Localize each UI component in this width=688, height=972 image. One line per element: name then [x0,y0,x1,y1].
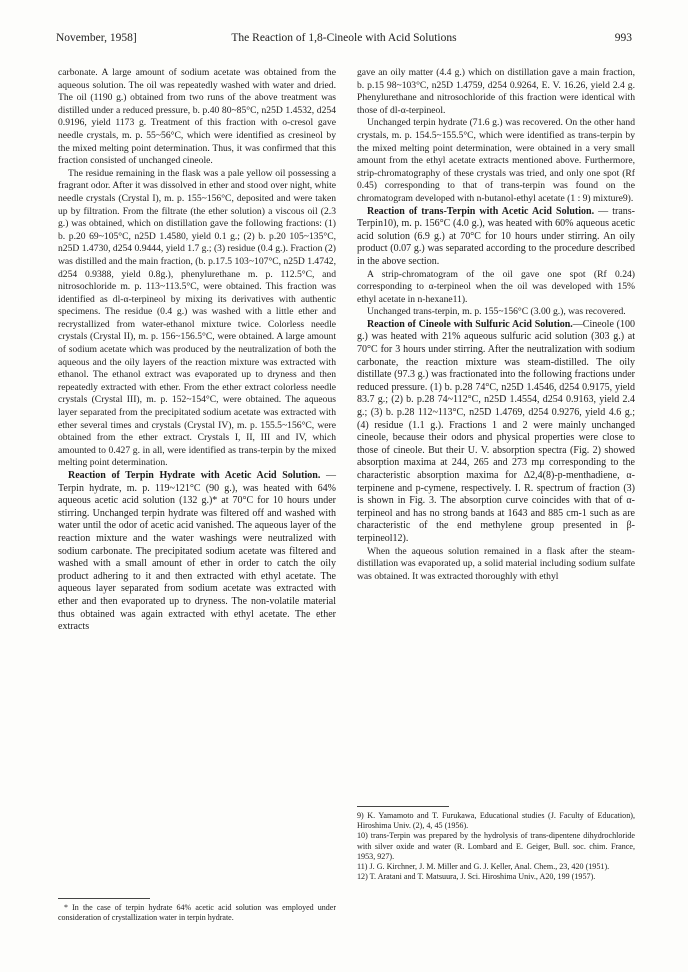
paragraph: The residue remaining in the flask was a pale yellow oil possessing a fragrant odor. After it was dissolved in ether and stood over night, white needle crystals (Crystal I), m. p. 155~156°C, deposited and were taken up by filtration. From the filtrate (the ether solution) a viscous oil (2.3 g.) was obtained, which on distillation gave the following fractions: (1) b. p.20 69~105°C, n25D 1.4580, yield 0.1 g.; (2) b. p.20 105~135°C, n25D 1.4730, d254 0.9444, yield 1.7 g.; (3) residue (0.4 g.). Fraction (2) was distilled and the main fraction, (b. p.17.5 103~107°C, n25D 1.4742, d254 0.9388, yield 0.8g.), phenylurethane m. p. 112.5°C, and nitrosochloride m. p. 113~113.5°C, were obtained. This fraction was identified as dl-α-terpineol by mixing its derivatives with authentic specimens. The residue (0.4 g.) was washed with a little ether and recrystallized from water-ethanol mixture twice. Colorless needle crystals (Crystal II), m. p. 156~156.5°C, were obtained. A large amount of sodium acetate which was produced by the neutralization of both the aqueous and the oily layers of the reaction mixture was extracted with ethanol. The ethanol extract was evaporated up to dryness and then repeatedly extracted with ether. From the ether extract colorless needle crystals (Crystal III), m. p. 152~154°C, were obtained. The aqueous layer separated from the precipitated sodium acetate was extracted with ether several times and crystals (Crystal IV), m. p. 155.5~156°C, were obtained from the ether extract. Crystals I, II, III and IV, which amounted to 0.427 g. in all, were identified as trans-terpin by the mixed melting point determination. [58,167,336,469]
right-column [357,67,635,583]
footnote-rule [58,898,150,899]
section-paragraph [357,206,635,269]
paragraph-text: — trans-Terpin10), m. p. 156°C (4.0 g.), was heated with 60% aqueous acetic acid solution (6.9 g.) at 70°C for 10 hours under stirring. An oily product (0.07 g.) was separated according to the procedure described in the above section. [357,205,635,267]
paragraph-text: —Cineole (100 g.) was heated with 21% aqueous sulfuric acid solution (303 g.) at 70°C for 3 hours under stirring. After the neutralization with sodium carbonate, the reaction mixture was steam-distilled. The oily distillate (97.3 g.) was fractionated into the following fractions under reduced pressure. (1) b. p.28 74°C, n25D 1.4546, d254 0.9175, yield 83.7 g.; (2) b. p.28 74~112°C, n25D 1.4554, d254 0.9163, yield 2.4 g.; (3) b. p.28 112~113°C, n25D 1.4769, d254 0.9276, yield 4.6 g.; (4) residue (1.1 g.). Fractions 1 and 2 were mainly unchanged cineole, because their odors and physical properties were close to those of cineole. But their U. V. absorption spectra (Fig. 2) showed absorption maxima at 244, 265 and 273 mμ corresponding to the characteristic absorption maxima for Δ2,4(8)-p-menthadiene, α-terpinene and p-cymene, respectively. I. R. spectrum of fraction (3) is shown in Fig. 3. The absorption curve coincides with that of α-terpineol and has no strong bands at 1643 and 885 cm-1 such as are characteristic of the end methylene group presented in β-terpineol12). [357,318,635,544]
reference-item: 10) trans-Terpin was prepared by the hydrolysis of trans-dipentene dihydrochloride with silver oxide and water (R. Lombard and E. Geiger, Bull. soc. chim. France, 1953, 927). [357,831,635,861]
references-block [357,806,635,882]
paragraph: When the aqueous solution remained in a flask after the steam-distillation was evaporated up, a solid material including sodium sulfate was obtained. It was extracted thoroughly with ethyl [357,545,635,582]
paragraph-text: — Terpin hydrate, m. p. 119~121°C (90 g.), was heated with 64% aqueous acetic acid solution (132 g.)* at 70°C for 10 hours under stirring. Unchanged terpin hydrate was filtered off and washed with water until the odor of acetic acid vanished. The aqueous layer of the reaction mixture and the water washings were neutralized with sodium carbonate. The precipitated sodium acetate was filtered and washed with a small amount of ether in order to catch the oily product adhering to it and then extracted with ethyl acetate. The aqueous layer separated from sodium acetate was extracted with ether and then evaporated up to dryness. The non-volatile material thus obtained was again extracted with ethyl acetate. The ether extracts [58,470,336,633]
running-title: The Reaction of 1,8-Cineole with Acid Solutions [231,32,457,44]
paragraph: carbonate. A large amount of sodium acetate was obtained from the aqueous solution. The oil was repeatedly washed with water and dried. The oil (1190 g.) obtained from two runs of the above treatment was distilled under a reduced pressure, b. p.40 80~85°C, n25D 1.4532, d254 0.9196, yield 1173 g. Treatment of this fraction with o-cresol gave needle crystals, m. p. 55~56°C, which were identified as cresineol by the mixed melting point determination. Thus, it was confirmed that this fraction consisted of unchanged cineole. [58,67,336,167]
reference-list [357,811,635,882]
section-heading: Reaction of Cineole with Sulfuric Acid Solution. [367,318,573,330]
paragraph: Unchanged terpin hydrate (71.6 g.) was recovered. On the other hand crystals, m. p. 154.5~155.5°C, which were identified as trans-terpin by the mixed melting point determination, were obtained in a very small amount from the ethyl acetate extracts mentioned above. Furthermore, strip-chromatography of these crystals was tried, and only one spot (Rf 0.45) corresponding to that of trans-terpin was found on the chromatogram developed with n-butanol-ethyl acetate (1 : 9) mixture9). [357,117,635,204]
paragraph: Unchanged trans-terpin, m. p. 155~156°C (3.00 g.), was recovered. [367,306,626,318]
section-paragraph [58,470,336,634]
footnote-block [58,898,336,923]
left-column [58,67,336,634]
paragraph: A strip-chromatogram of the oil gave one spot (Rf 0.24) corresponding to α-terpineol when the oil was developed with 15% ethyl acetate in n-hexane11). [357,268,635,305]
reference-item: 9) K. Yamamoto and T. Furukawa, Educational studies (J. Faculty of Education), Hiroshima Univ. (2), 4, 45 (1956). [357,811,635,831]
reference-item: 11) J. G. Kirchner, J. M. Miller and G. J. Keller, Anal. Chem., 23, 420 (1951). [357,862,610,872]
page-number: 993 [614,32,632,44]
issue-date: November, 1958] [56,32,137,44]
references-rule [357,806,449,807]
footnote: * In the case of terpin hydrate 64% acetic acid solution was employed under consideration of crystallization water in terpin hydrate. [58,903,336,923]
running-header [56,30,632,46]
reference-item: 12) T. Aratani and T. Matsuura, J. Sci. Hiroshima Univ., A20, 199 (1957). [357,872,596,882]
section-paragraph [357,319,635,546]
section-heading: Reaction of Terpin Hydrate with Acetic Acid Solution. [68,470,321,481]
paragraph: gave an oily matter (4.4 g.) which on distillation gave a main fraction, b. p.15 98~103°C, n25D 1.4759, d254 0.9264, E. V. 16.26, yield 2.4 g. Phenylurethane and nitrosochloride of this fraction were identical with those of dl-α-terpineol. [357,67,635,116]
section-heading: Reaction of trans-Terpin with Acetic Acid Solution. [367,205,595,217]
